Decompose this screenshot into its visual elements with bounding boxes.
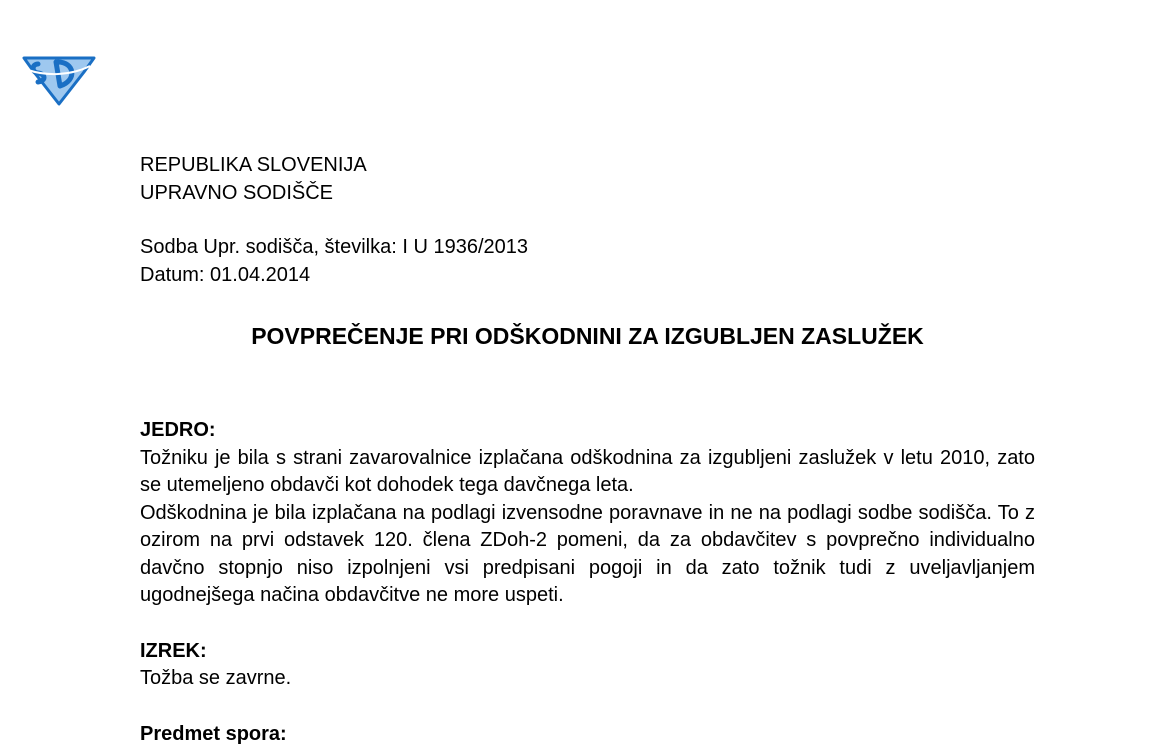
jedro-paragraph-2: Odškodnina je bila izplačana na podlagi izvensodne poravnave in ne na podlagi sodbe sodišča. To z ozirom na prvi odstavek 120. člena ZDoh-2 pomeni, da za obdavčitev s povprečno individualno davčno stopnjo niso izpolnjeni vsi predpisani pogoji in da zato tožnik tudi z uveljavljanjem ugodnejšega načina obdavčitve ne more uspeti. [140, 500, 1035, 610]
court-label: UPRAVNO SODIŠČE [140, 180, 1035, 208]
document-title: POVPREČENJE PRI ODŠKODNINI ZA IZGUBLJEN ZASLUŽEK [140, 322, 1035, 366]
case-number: Sodba Upr. sodišča, številka: I U 1936/2013 [140, 234, 1035, 262]
jedro-heading: JEDRO: [140, 417, 1035, 445]
republic-label: REPUBLIKA SLOVENIJA [140, 152, 1035, 180]
predmet-spora-heading: Predmet spora: [140, 721, 1035, 748]
jedro-paragraph-1: Tožniku je bila s strani zavarovalnice izplačana odškodnina za izgubljeni zaslužek v letu 2010, zato se utemeljeno obdavči kot dohodek tega davčnega leta. [140, 445, 1035, 500]
sd-shield-logo-icon [22, 50, 96, 106]
judgment-document [140, 152, 1035, 748]
judgment-date: Datum: 01.04.2014 [140, 262, 1035, 290]
izrek-text: Tožba se zavrne. [140, 665, 1035, 693]
izrek-heading: IZREK: [140, 638, 1035, 666]
